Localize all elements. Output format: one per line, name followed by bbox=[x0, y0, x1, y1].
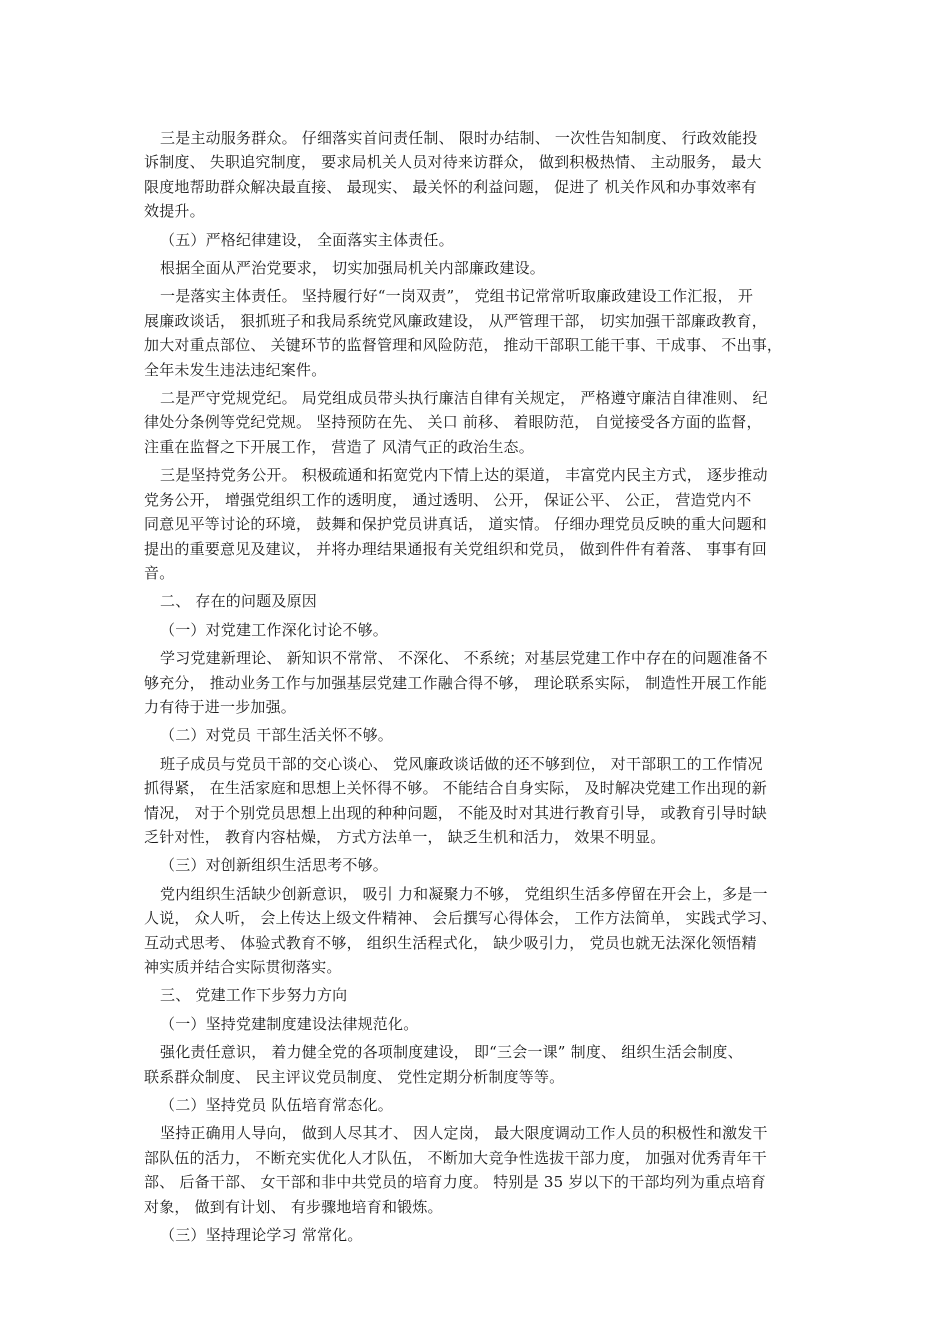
text-line: 联系群众制度、 民主评议党员制度、 党性定期分析制度等等。 bbox=[144, 1067, 565, 1086]
paragraph bbox=[144, 752, 820, 850]
text-line: 学习党建新理论、 新知识不常常、 不深化、 不系统；对基层党建工作中存在的问题准备不 bbox=[160, 649, 768, 668]
section-heading bbox=[144, 1012, 820, 1036]
text-line: 对象， 做到有计划、 有步骤地培育和锻炼。 bbox=[144, 1197, 443, 1216]
text-line: 注重在监督之下开展工作， 营造了 风清气正的政治生态。 bbox=[144, 437, 534, 456]
text-line: 人说， 众人听， 会上传达上级文件精神、 会后撰写心得体会， 工作方法简单， 实践式学习、 bbox=[144, 909, 777, 928]
text-line: 部队伍的活力， 不断充实优化人才队伍， 不断加大竞争性选拔干部力度， 加强对优秀青年干 bbox=[144, 1148, 767, 1167]
text-line: 党务公开， 增强党组织工作的透明度， 通过透明、 公开， 保证公平、 公正， 营造党内不 bbox=[144, 490, 752, 509]
text-line: 律处分条例等党纪党规。 坚持预防在先、 关口 前移、 着眼防范， 自觉接受各方面的监督， bbox=[144, 413, 762, 432]
text-line: （一）对党建工作深化讨论不够。 bbox=[160, 620, 389, 639]
text-line: 三、 党建工作下步努力方向 bbox=[160, 986, 348, 1005]
text-line: （二）坚持党员 队伍培育常态化。 bbox=[160, 1096, 393, 1115]
text-line: 诉制度、 失职追究制度， 要求局机关人员对待来访群众， 做到积极热情、 主动服务， 最大 bbox=[144, 153, 762, 172]
text-line: （三）坚持理论学习 常常化。 bbox=[160, 1226, 363, 1245]
text-line: 强化责任意识， 着力健全党的各项制度建设， 即“三会一课” 制度、 组织生活会制度、 bbox=[160, 1043, 743, 1062]
text-line: 力有待于进一步加强。 bbox=[144, 697, 297, 716]
text-line: 二、 存在的问题及原因 bbox=[160, 592, 317, 611]
text-line: （三）对创新组织生活思考不够。 bbox=[160, 856, 389, 875]
text-line: 乏针对性， 教育内容枯燥， 方式方法单一， 缺乏生机和活力， 效果不明显。 bbox=[144, 827, 666, 846]
paragraph bbox=[144, 646, 820, 719]
text-line: 限度地帮助群众解决最直接、 最现实、 最关怀的利益问题， 促进了 机关作风和办事效率有 bbox=[144, 177, 757, 196]
text-line: （五）严格纪律建设， 全面落实主体责任。 bbox=[160, 230, 454, 249]
paragraph bbox=[144, 284, 820, 382]
section-heading bbox=[144, 228, 820, 252]
text-line: 音。 bbox=[144, 563, 175, 582]
section-heading bbox=[144, 853, 820, 877]
text-line: 班子成员与党员干部的交心谈心、 党风廉政谈话做的还不够到位， 对干部职工的工作情况 bbox=[160, 754, 763, 773]
section-heading bbox=[144, 618, 820, 642]
text-line: 三是坚持党务公开。 积极疏通和拓宽党内下情上达的渠道， 丰富党内民主方式， 逐步推动 bbox=[160, 466, 768, 485]
text-line: 全年未发生违法违纪案件。 bbox=[144, 360, 327, 379]
text-line: 坚持正确用人导向， 做到人尽其才、 因人定岗， 最大限度调动工作人员的积极性和激发干 bbox=[160, 1124, 768, 1143]
document-body bbox=[144, 126, 820, 1251]
text-line: 三是主动服务群众。 仔细落实首问责任制、 限时办结制、 一次性告知制度、 行政效能投 bbox=[160, 129, 758, 147]
paragraph bbox=[144, 386, 820, 459]
section-heading bbox=[144, 1093, 820, 1117]
section-heading bbox=[144, 983, 820, 1007]
text-line: 同意见平等讨论的环境， 鼓舞和保护党员讲真话， 道实情。 仔细办理党员反映的重大问题和 bbox=[144, 515, 767, 534]
text-line: 部、 后备干部、 女干部和非中共党员的培育力度。 特别是 35 岁以下的干部均列为重点培育 bbox=[144, 1173, 766, 1192]
paragraph bbox=[144, 256, 820, 280]
text-line: 抓得紧， 在生活家庭和思想上关怀得不够。 不能结合自身实际， 及时解决党建工作出现的新 bbox=[144, 779, 767, 798]
text-line: （二）对党员 干部生活关怀不够。 bbox=[160, 726, 393, 745]
paragraph bbox=[144, 1121, 820, 1219]
text-line: 神实质并结合实际贯彻落实。 bbox=[144, 958, 342, 976]
text-line: 效提升。 bbox=[144, 202, 205, 221]
paragraph bbox=[144, 126, 820, 224]
text-line: 党内组织生活缺少创新意识， 吸引 力和凝聚力不够， 党组织生活多停留在开会上，多是一 bbox=[160, 884, 768, 903]
text-line: 展廉政谈话， 狠抓班子和我局系统党风廉政建设， 从严管理干部， 切实加强干部廉政教育， bbox=[144, 311, 767, 330]
text-line: 二是严守党规党纪。 局党组成员带头执行廉洁自律有关规定， 严格遵守廉洁自律准则、 纪 bbox=[160, 389, 768, 408]
paragraph bbox=[144, 1040, 820, 1089]
text-line: 根据全面从严治党要求， 切实加强局机关内部廉政建设。 bbox=[160, 259, 545, 278]
text-line: （一）坚持党建制度建设法律规范化。 bbox=[160, 1014, 419, 1033]
text-line: 提出的重要意见及建议， 并将办理结果通报有关党组织和党员， 做到件件有着落、 事事有回 bbox=[144, 539, 767, 558]
section-heading bbox=[144, 1223, 820, 1247]
section-heading bbox=[144, 723, 820, 747]
text-line: 情况， 对于个别党员思想上出现的种种问题， 不能及时对其进行教育引导， 或教育引导时缺 bbox=[144, 803, 767, 822]
paragraph bbox=[144, 463, 820, 585]
section-heading bbox=[144, 589, 820, 613]
text-line: 加大对重点部位、 关键环节的监督管理和风险防范， 推动干部职工能干事、干成事、 不出事， bbox=[144, 336, 783, 355]
text-line: 够充分， 推动业务工作与加强基层党建工作融合得不够， 理论联系实际， 制造性开展工作能 bbox=[144, 673, 767, 692]
text-line: 一是落实主体责任。 坚持履行好“一岗双责”， 党组书记常常听取廉政建设工作汇报， 开 bbox=[160, 287, 754, 306]
paragraph bbox=[144, 882, 820, 980]
text-line: 互动式思考、 体验式教育不够， 组织生活程式化， 缺少吸引力， 党员也就无法深化领悟精 bbox=[144, 933, 757, 952]
